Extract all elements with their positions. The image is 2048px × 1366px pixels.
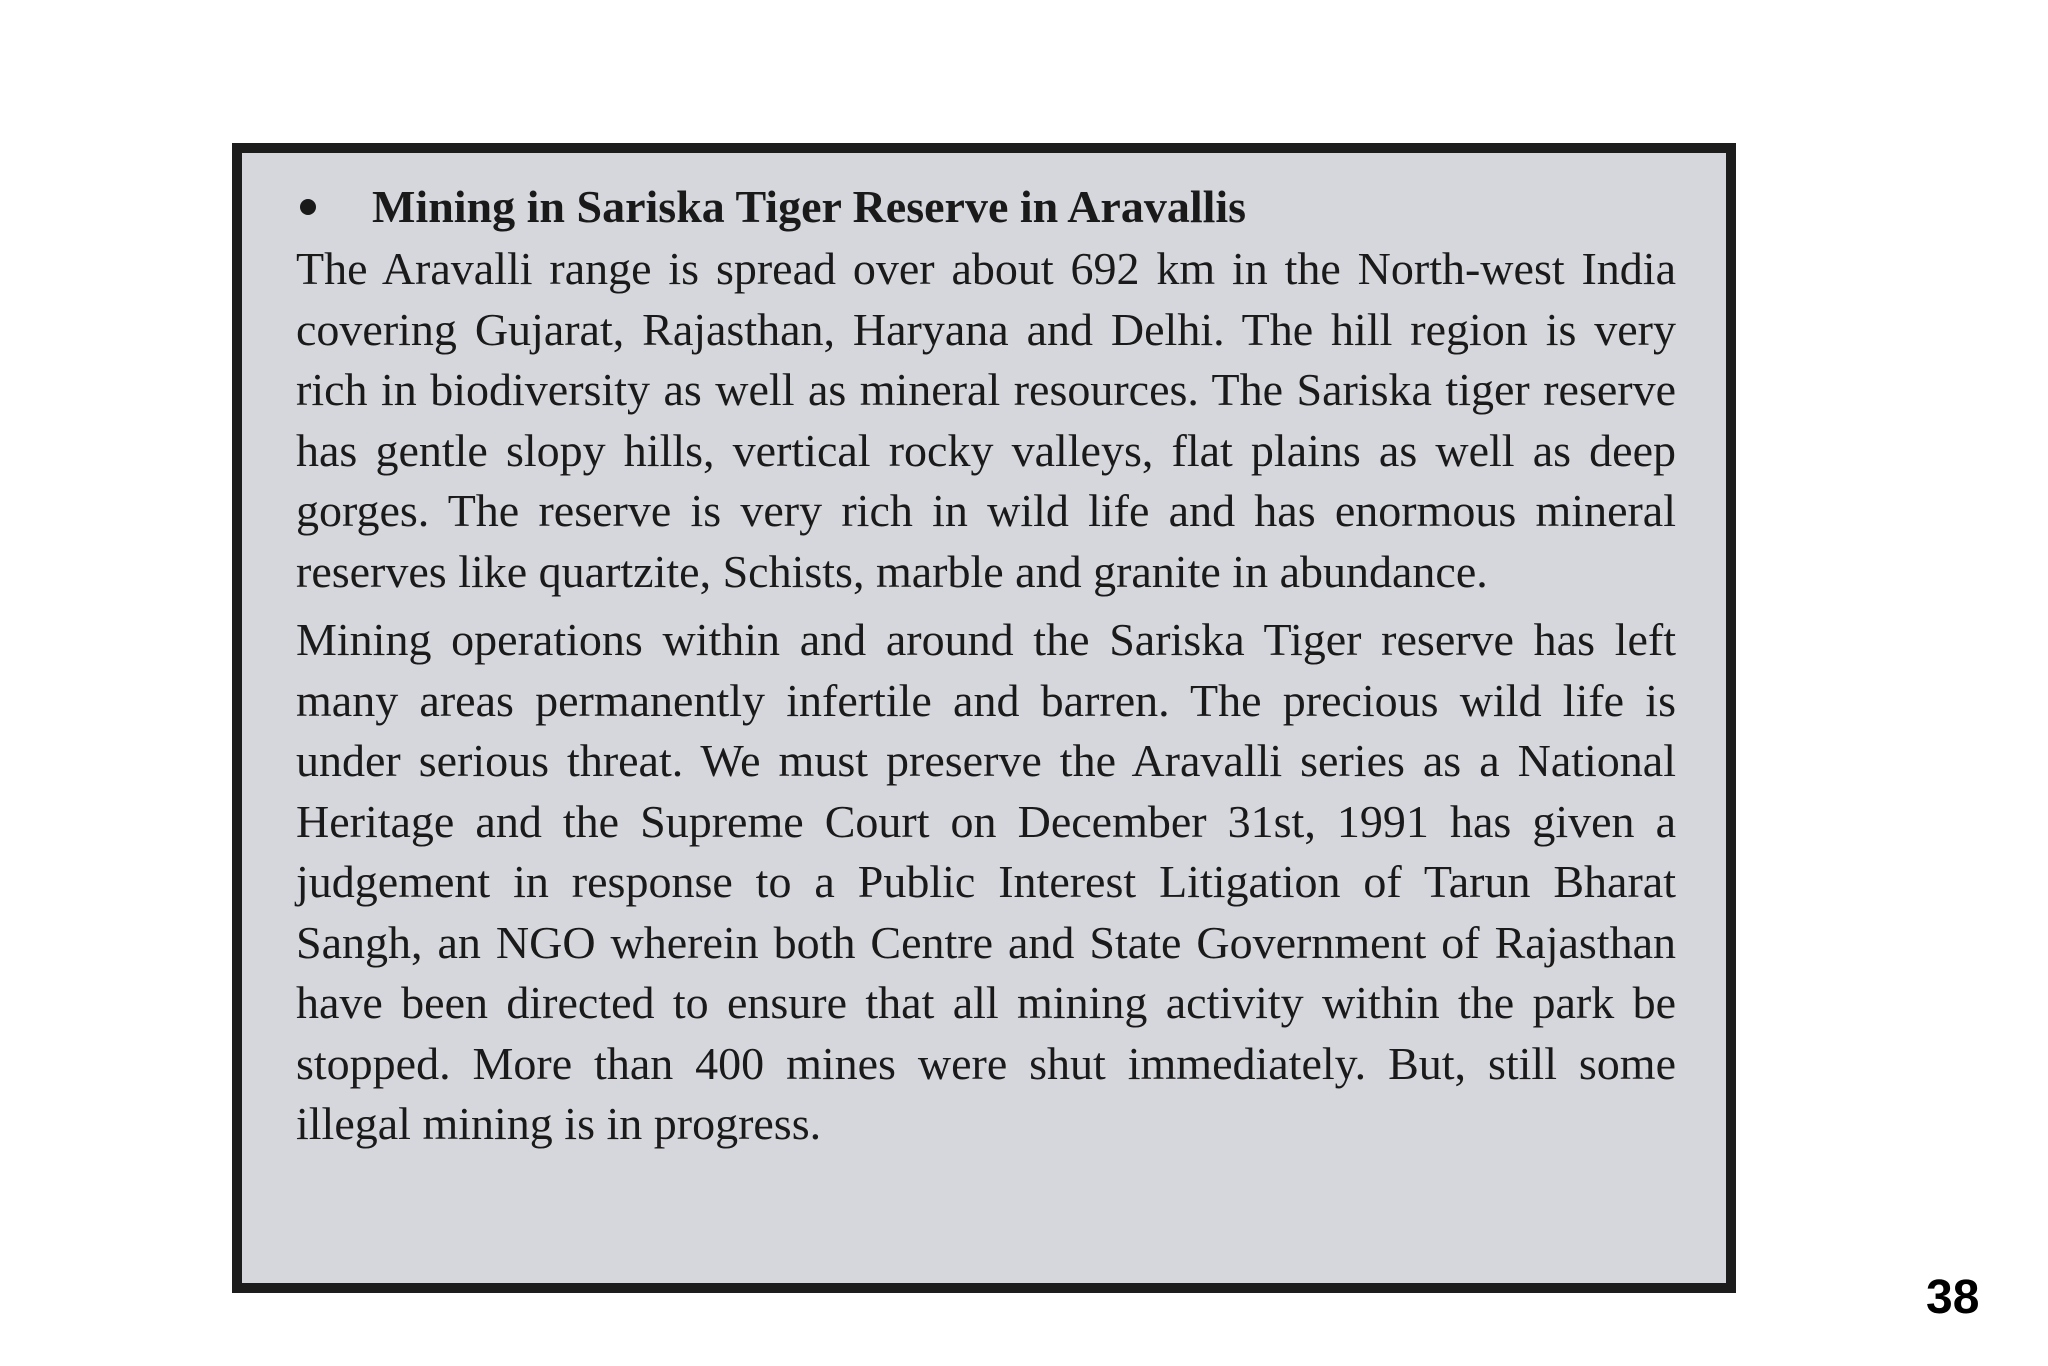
paragraph-1: The Aravalli range is spread over about 692 km in the North-west India covering Gujarat, Rajasthan, Haryana and Delhi. The hill region is very rich in biodiversity as well as mineral resources. The Sariska tiger reserve has gentle slopy hills, vertical rocky valleys, flat plains as well as deep gorges. The reserve is very rich in wild life and has enormous mineral reserves like quartzite, Schists, marble and granite in abundance. — [296, 243, 1676, 597]
heading-text: Mining in Sariska Tiger Reserve in Aravallis — [372, 181, 1247, 232]
bullet-icon — [300, 199, 316, 215]
section-heading — [296, 179, 1676, 235]
paragraph-2: Mining operations within and around the Sariska Tiger reserve has left many areas permanently infertile and barren. The precious wild life is under serious threat. We must preserve the Aravalli series as a National Heritage and the Supreme Court on December 31st, 1991 has given a judgement in response to a Public Interest Litigation of Tarun Bharat Sangh, an NGO wherein both Centre and State Government of Rajasthan have been directed to ensure that all mining activity within the park be stopped. More than 400 mines were shut immediately. But, still some illegal mining is in progress. — [296, 614, 1676, 1149]
case-study-box — [232, 143, 1736, 1293]
page-number: 38 — [1926, 1271, 1980, 1324]
